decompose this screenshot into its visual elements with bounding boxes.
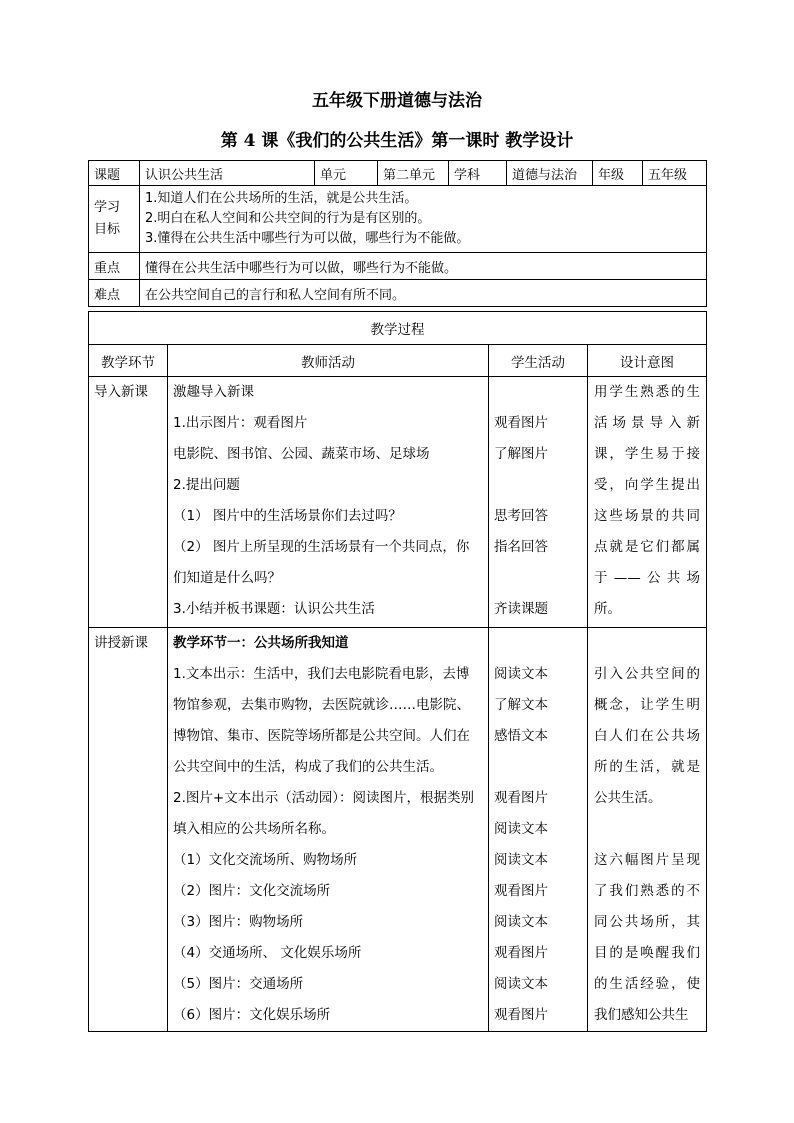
teacher-line: （2）图片：文化交流场所 bbox=[173, 883, 331, 899]
header-student: 学生活动 bbox=[489, 345, 588, 377]
student-line: 观看图片 bbox=[494, 790, 548, 806]
student-line: 阅读文本 bbox=[494, 976, 548, 992]
header-stage: 教学环节 bbox=[89, 345, 168, 377]
student-line: 思考回答 bbox=[494, 508, 548, 524]
goals-label bbox=[89, 186, 140, 253]
intro-student-activity bbox=[489, 377, 588, 628]
teacher-line: 物馆参观，去集市购物，去医院就诊……电影院、 bbox=[173, 697, 470, 713]
subject-label: 学科 bbox=[449, 161, 507, 186]
teacher-line: （5）图片：交通场所 bbox=[173, 976, 304, 992]
lecture-stage-cell bbox=[89, 628, 168, 1032]
student-line: 了解图片 bbox=[494, 446, 548, 462]
teacher-line: （1）文化交流场所、购物场所 bbox=[173, 852, 358, 868]
student-line bbox=[494, 377, 582, 408]
teacher-line: 1.出示图片：观看图片 bbox=[173, 415, 308, 431]
grade-value: 五年级 bbox=[643, 161, 707, 186]
teacher-line: 们知道是什么吗？ bbox=[173, 570, 281, 586]
unit-label: 单元 bbox=[315, 161, 378, 186]
teacher-line: 2.提出问题 bbox=[173, 477, 240, 493]
intro-stage: 导入新课 bbox=[94, 384, 148, 400]
teaching-process-table bbox=[88, 311, 707, 1032]
student-line: 指名回答 bbox=[494, 539, 548, 555]
student-line: 阅读文本 bbox=[494, 852, 548, 868]
subject-value: 道德与法治 bbox=[507, 161, 593, 186]
teacher-line: 1.文本出示：生活中，我们去电影院看电影，去博 bbox=[173, 666, 470, 682]
lecture-teacher-activity bbox=[168, 628, 489, 1032]
student-line bbox=[494, 470, 582, 501]
header-intent: 设计意图 bbox=[588, 345, 707, 377]
student-line: 观看图片 bbox=[494, 1007, 548, 1023]
student-line bbox=[494, 628, 582, 659]
teacher-line: （4）交通场所、 文化娱乐场所 bbox=[173, 945, 362, 961]
student-line: 阅读文本 bbox=[494, 914, 548, 930]
teacher-line: 填入相应的公共场所名称。 bbox=[173, 821, 335, 837]
key-point-label: 重点 bbox=[89, 253, 140, 280]
goal-item: 1.知道人们在公共场所的生活，就是公共生活。 bbox=[145, 191, 418, 206]
lecture-student-activity bbox=[489, 628, 588, 1032]
goals-label-line: 学习 bbox=[94, 200, 121, 215]
student-line: 观看图片 bbox=[494, 883, 548, 899]
student-line: 观看图片 bbox=[494, 945, 548, 961]
student-line: 了解文本 bbox=[494, 697, 548, 713]
student-line: 齐读课题 bbox=[494, 601, 548, 617]
difficulty-value: 在公共空间自己的言行和私人空间有所不同。 bbox=[140, 280, 707, 307]
grade-label: 年级 bbox=[593, 161, 643, 186]
goals-label-line: 目标 bbox=[94, 222, 121, 237]
lesson-info-table bbox=[88, 160, 707, 307]
student-line bbox=[494, 752, 582, 783]
difficulty-label: 难点 bbox=[89, 280, 140, 307]
header-teacher: 教师活动 bbox=[168, 345, 489, 377]
teacher-line: （6）图片：文化娱乐场所 bbox=[173, 1007, 331, 1023]
teacher-line: 3.小结并板书课题：认识公共生活 bbox=[173, 601, 375, 617]
key-point-value: 懂得在公共生活中哪些行为可以做，哪些行为不能做。 bbox=[140, 253, 707, 280]
intent-paragraph: 引入公共空间的概念，让学生明白人们在公共场所的生活，就是公共生活。 bbox=[594, 666, 700, 806]
lesson-title: 第 4 课《我们的公共生活》第一课时 教学设计 bbox=[220, 131, 574, 151]
student-line: 阅读文本 bbox=[494, 821, 548, 837]
intro-stage-cell bbox=[89, 377, 168, 628]
intent-paragraph: 这六幅图片呈现了我们熟悉的不同公共场所，其目的是唤醒我们的生活经验，使我们感知公共生 bbox=[594, 852, 700, 1023]
intro-teacher-activity bbox=[168, 377, 489, 628]
teacher-line: 2.图片+文本出示（活动园）：阅读图片，根据类别 bbox=[173, 790, 474, 806]
goal-item: 2.明白在私人空间和公共空间的行为是有区别的。 bbox=[145, 211, 431, 226]
teacher-line: 博物馆、集市、医院等场所都是公共空间。人们在 bbox=[173, 728, 470, 744]
teacher-line: （1） 图片中的生活场景你们去过吗？ bbox=[173, 508, 402, 524]
lecture-stage: 讲授新课 bbox=[94, 635, 148, 651]
teacher-line: 激趣导入新课 bbox=[173, 384, 254, 400]
goal-item: 3.懂得在公共生活中哪些行为可以做，哪些行为不能做。 bbox=[145, 231, 470, 246]
process-title: 教学过程 bbox=[89, 312, 707, 345]
teacher-line: 教学环节一：公共场所我知道 bbox=[173, 635, 349, 651]
document-title: 五年级下册道德与法治 bbox=[312, 91, 482, 111]
student-line: 感悟文本 bbox=[494, 728, 548, 744]
teacher-line: 公共空间中的生活，构成了我们的公共生活。 bbox=[173, 759, 443, 775]
unit-value: 第二单元 bbox=[378, 161, 449, 186]
intro-design-intent: 用学生熟悉的生活场景导入新课，学生易于接受，向学生提出这些场景的共同点就是它们都属于——公共场所。 bbox=[588, 377, 707, 628]
topic-label: 课题 bbox=[89, 161, 140, 186]
student-line: 阅读文本 bbox=[494, 666, 548, 682]
lecture-design-intent bbox=[588, 628, 707, 1032]
teacher-line: （3）图片：购物场所 bbox=[173, 914, 304, 930]
teacher-line: 电影院、图书馆、公园、蔬菜市场、足球场 bbox=[173, 446, 430, 462]
teacher-line: （2） 图片上所呈现的生活场景有一个共同点，你 bbox=[173, 539, 470, 555]
topic-value: 认识公共生活 bbox=[140, 161, 315, 186]
student-line bbox=[494, 563, 582, 594]
student-line: 观看图片 bbox=[494, 415, 548, 431]
learning-goals bbox=[140, 186, 707, 253]
